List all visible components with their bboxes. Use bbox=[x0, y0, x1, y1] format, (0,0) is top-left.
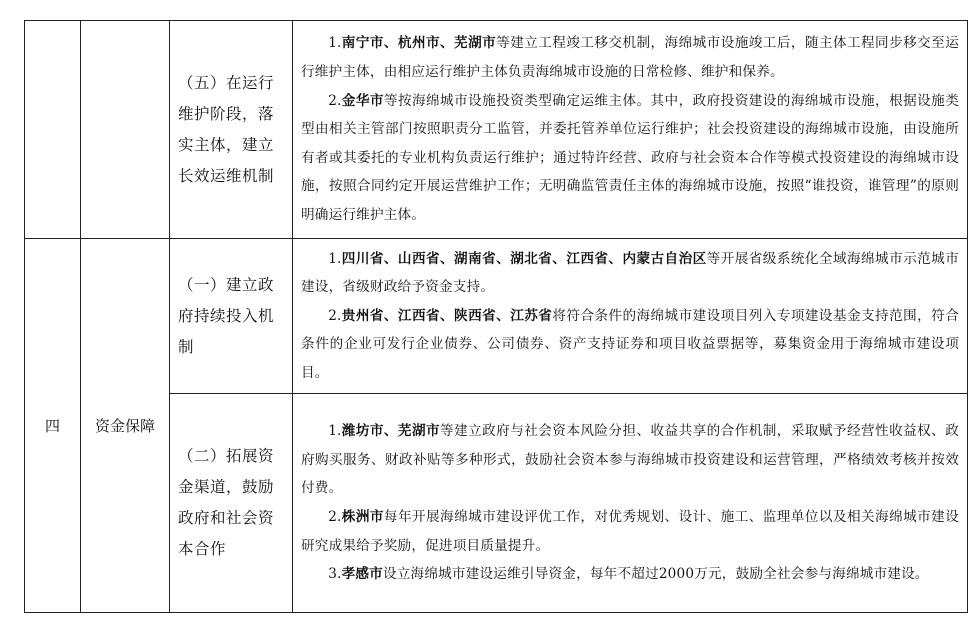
content-cell bbox=[293, 239, 968, 394]
content-paragraph: 3.孝感市设立海绵城市建设运维引导资金，每年不超过2000万元，鼓励全社会参与海绵城市建设。 bbox=[328, 566, 929, 583]
content-paragraph: 1.潍坊市、芜湖市等建立政府与社会资本风险分担、收益共享的合作机制，采取赋予经营性收益权、政府购买服务、财政补贴等多种形式，鼓励社会资本参与海绵城市投资建设和运营管理，严格绩效考核并按效付费。 bbox=[301, 423, 959, 497]
highlight-text: 株洲市 bbox=[341, 509, 384, 525]
highlight-text: 南宁市、杭州市、芜湖市 bbox=[341, 35, 497, 52]
section-number: 四 bbox=[25, 239, 81, 613]
content-paragraph: 2.金华市等按海绵城市设施投资类型确定运维主体。其中，政府投资建设的海绵城市设施，根据设施类型由相关主管部门按照职责分工监管，并委托管养单位运行维护；社会投资建设的海绵城市设施，由设施所有者或其委托的专业机构负责运行维护；通过特许经营、政府与社会资本合作等模式投资建设的海绵城市设施，按照合同约定开展运营维护工作；无明确监管责任主体的海绵城市设施，按照“谁投资，谁管理”的原则明确运行维护主体。 bbox=[301, 92, 959, 223]
content-paragraph: 1.四川省、山西省、湖南省、湖北省、江西省、内蒙古自治区等开展省级系统化全域海绵城市示范城市建设，省级财政给予资金支持。 bbox=[301, 250, 959, 296]
policy-table bbox=[24, 20, 968, 613]
subsection-title: （二）拓展资金渠道，鼓励政府和社会资本合作 bbox=[170, 394, 293, 613]
subsection-title: （五）在运行维护阶段，落实主体，建立长效运维机制 bbox=[170, 21, 293, 239]
content-paragraph: 1.南宁市、杭州市、芜湖市等建立工程竣工移交机制，海绵城市设施竣工后，随主体工程同步移交至运行维护主体，由相应运行维护主体负责海绵城市设施的日常检修、维护和保养。 bbox=[301, 35, 959, 81]
highlight-text: 四川省、山西省、湖南省、湖北省、江西省、内蒙古自治区 bbox=[341, 250, 707, 267]
subsection-title: （一）建立政府持续投入机制 bbox=[170, 239, 293, 394]
table-row bbox=[25, 239, 968, 394]
content-cell bbox=[293, 21, 968, 239]
category-title: 资金保障 bbox=[81, 239, 170, 613]
highlight-text: 金华市 bbox=[341, 92, 384, 109]
section-number-cell-empty bbox=[25, 21, 81, 239]
content-paragraph: 2.株洲市每年开展海绵城市建设评优工作，对优秀规划、设计、施工、监理单位以及相关海绵城市建设研究成果给予奖励，促进项目质量提升。 bbox=[301, 509, 959, 554]
content-cell bbox=[293, 394, 968, 613]
content-paragraph: 2.贵州省、江西省、陕西省、江苏省将符合条件的海绵城市建设项目列入专项建设基金支持范围，符合条件的企业可发行企业债券、公司债券、资产支持证券和项目收益票据等，募集资金用于海绵城市建设项目。 bbox=[301, 307, 959, 381]
table-row bbox=[25, 21, 968, 239]
highlight-text: 孝感市 bbox=[341, 566, 383, 583]
category-cell-empty bbox=[81, 21, 170, 239]
highlight-text: 潍坊市、芜湖市 bbox=[341, 423, 441, 440]
highlight-text: 贵州省、江西省、陕西省、江苏省 bbox=[341, 307, 553, 324]
